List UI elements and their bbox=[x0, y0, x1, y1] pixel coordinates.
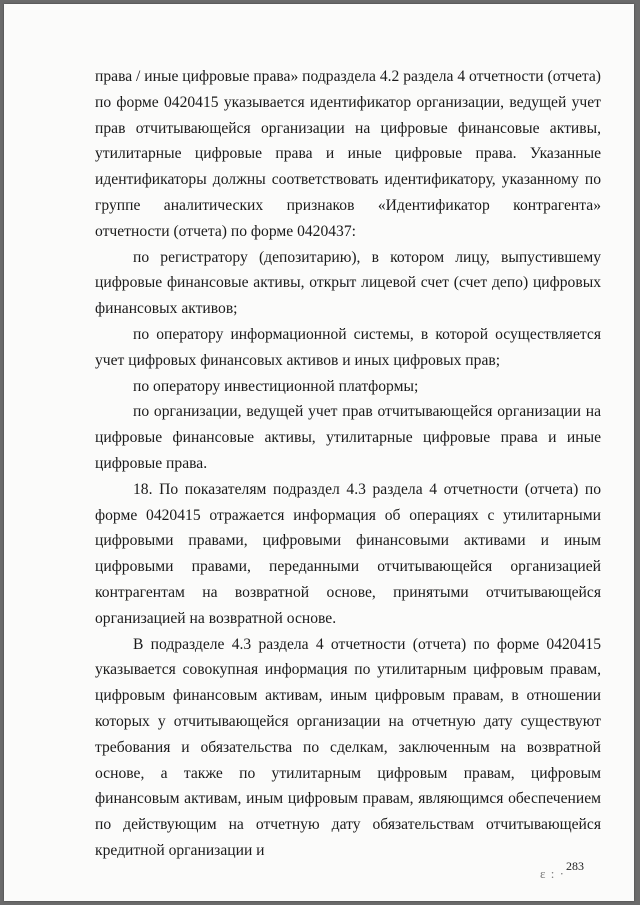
document-body bbox=[95, 64, 601, 864]
paragraph-subsection-4-3: В подразделе 4.3 раздела 4 отчетности (отчета) по форме 0420415 указывается совокупная информация по утилитарным цифровым правам, цифровым финансовым активам, иным цифровым правам, в отношении которых у отчитывающейся организации на отчетную дату существуют требования и обязательства по сделкам, заключенным на возвратной основе, а также по утилитарным цифровым правам, цифровым финансовым активам, иным цифровым правам, являющимся обеспечением по действующим на отчетную дату обязательствам отчитывающейся кредитной организации и bbox=[95, 635, 601, 859]
stamp-mark: ε : · bbox=[540, 866, 565, 881]
page-number: 283 bbox=[566, 859, 584, 873]
paragraph-item-18: 18. По показателям подраздел 4.3 раздела 4 отчетности (отчета) по форме 0420415 отражается информация об операциях с утилитарными цифровыми правами, цифровыми финансовыми активами и иным цифровыми правами, переданными отчитывающейся организацией контрагентам на возвратной основе, принятыми отчитывающейся организацией на возвратной основе. bbox=[95, 480, 601, 627]
paragraph-accounting-organization: по организации, ведущей учет прав отчитывающейся организации на цифровые финансовые активы, утилитарные цифровые права и иные цифровые права. bbox=[95, 403, 601, 472]
paragraph-registrar: по регистратору (депозитарию), в котором лицу, выпустившему цифровые финансовые активы, открыт лицевой счет (счет депо) цифровых финансовых активов; bbox=[95, 248, 601, 318]
paragraph-info-system-operator: по оператору информационной системы, в которой осуществляется учет цифровых финансовых активов и иных цифровых прав; bbox=[95, 325, 601, 369]
document-page bbox=[4, 4, 634, 901]
paragraph-investment-platform: по оператору инвестиционной платформы; bbox=[133, 377, 419, 395]
paragraph-continuation: права / иные цифровые права» подраздела 4.2 раздела 4 отчетности (отчета) по форме 0420415 указывается идентификатор организации, ведущей учет прав отчитывающейся организации на цифровые финансовые активы, утилитарные цифровые права и иные цифровые права. Указанные идентификаторы должны соответствовать идентификатору, указанному по группе аналитических признаков «Идентификатор контрагента» отчетности (отчета) по форме 0420437: bbox=[95, 68, 601, 240]
